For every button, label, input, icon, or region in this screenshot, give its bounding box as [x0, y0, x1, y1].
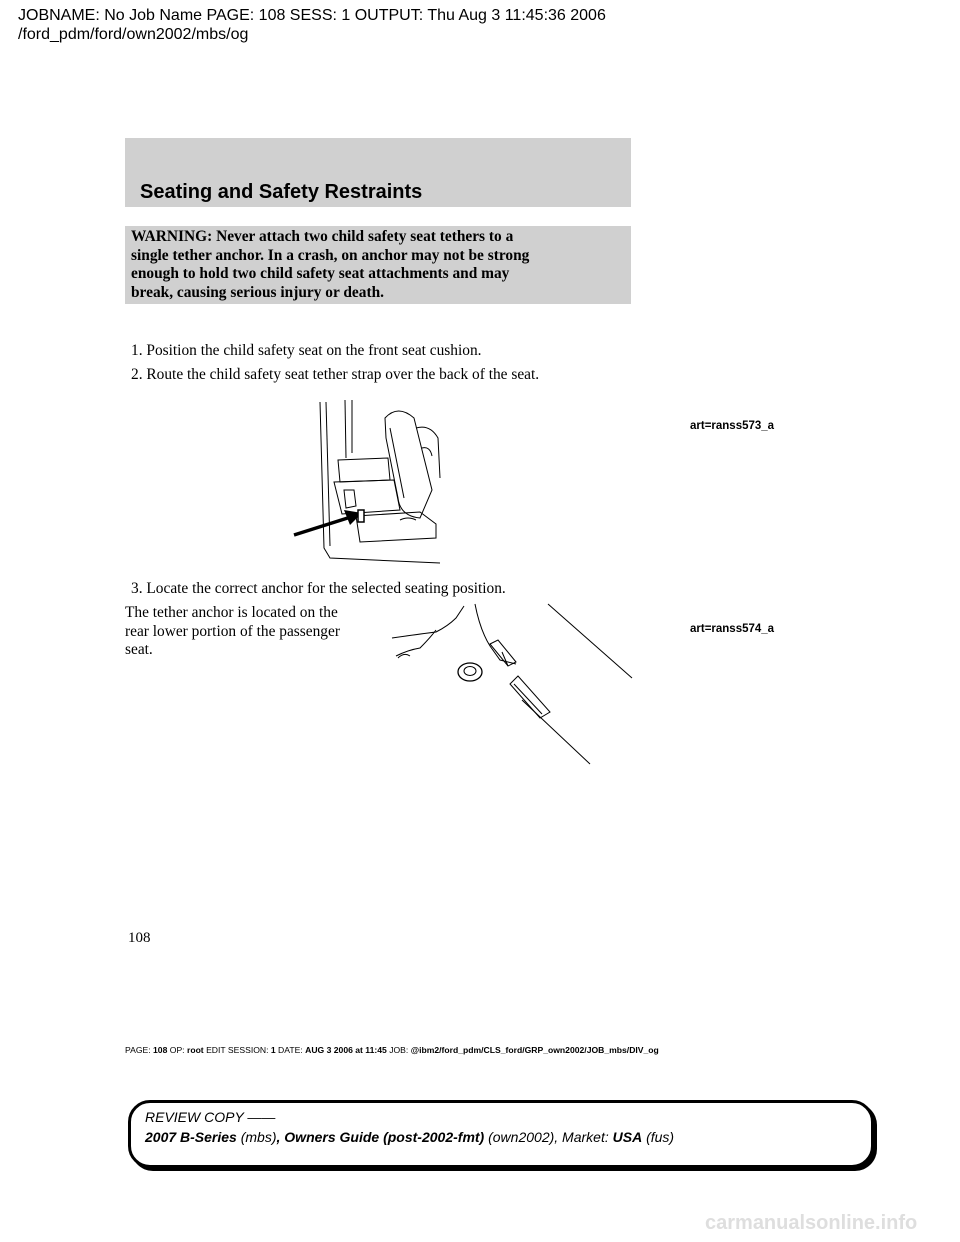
footer-op-label: OP: — [169, 1045, 185, 1055]
step-3: 3. Locate the correct anchor for the selected seating position. — [131, 580, 506, 597]
warning-line: enough to hold two child safety seat attachments and may — [131, 265, 510, 283]
anchor-note-line: seat. — [125, 641, 153, 659]
review-model-code: (mbs) — [240, 1129, 277, 1145]
review-product-line — [145, 1129, 674, 1145]
review-guide: Owners Guide (post-2002-fmt) — [284, 1129, 485, 1145]
watermark-text: carmanualsonline.info — [705, 1212, 918, 1234]
art-label-2: art=ranss574_a — [690, 623, 775, 635]
section-title: Seating and Safety Restraints — [140, 181, 423, 203]
warning-line: single tether anchor. In a crash, on anchor may not be strong — [131, 246, 530, 264]
footer-session-label: EDIT SESSION: — [206, 1045, 269, 1055]
warning-line: WARNING: Never attach two child safety seat tethers to a — [131, 228, 514, 245]
tether-anchor-illustration — [390, 600, 640, 770]
review-market-code: (fus) — [646, 1129, 675, 1145]
anchor-note-line: The tether anchor is located on the — [125, 604, 338, 621]
review-sep: , — [276, 1129, 285, 1145]
footer-page-value: 108 — [153, 1045, 168, 1055]
footer-job-label: JOB: — [389, 1045, 409, 1055]
warning-line: break, causing serious injury or death. — [131, 283, 384, 301]
warning-text — [131, 228, 626, 302]
step-2: 2. Route the child safety seat tether strap over the back of the seat. — [131, 366, 540, 383]
footer-page-label: PAGE: — [125, 1045, 151, 1055]
footer-session-value: 1 — [270, 1045, 276, 1055]
footer-date-value: AUG 3 2006 at 11:45 — [305, 1045, 387, 1055]
review-guide-code: (own2002) — [488, 1129, 555, 1145]
job-header-line: JOBNAME: No Job Name PAGE: 108 SESS: 1 OUTPUT: Thu Aug 3 11:45:36 2006 — [18, 7, 606, 24]
footer-op-value: root — [186, 1045, 204, 1055]
anchor-note-line: rear lower portion of the passenger — [125, 622, 340, 640]
footer-date-label: DATE: — [278, 1045, 303, 1055]
footer-meta — [125, 1045, 659, 1055]
review-model: 2007 B-Series — [145, 1129, 237, 1145]
art-label-1: art=ranss573_a — [690, 420, 775, 432]
anchor-note — [125, 604, 340, 660]
page-number: 108 — [128, 930, 151, 946]
step-1: 1. Position the child safety seat on the front seat cushion. — [131, 342, 482, 359]
seat-tether-illustration — [290, 398, 450, 566]
job-path-line: /ford_pdm/ford/own2002/mbs/og — [18, 26, 249, 43]
footer-job-value: @ibm2/ford_pdm/CLS_ford/GRP_own2002/JOB_mbs/DIV_og — [410, 1045, 659, 1055]
review-market: USA — [612, 1129, 643, 1145]
review-copy-line: REVIEW COPY —— — [145, 1109, 276, 1125]
review-market-label: , Market: — [554, 1129, 613, 1145]
